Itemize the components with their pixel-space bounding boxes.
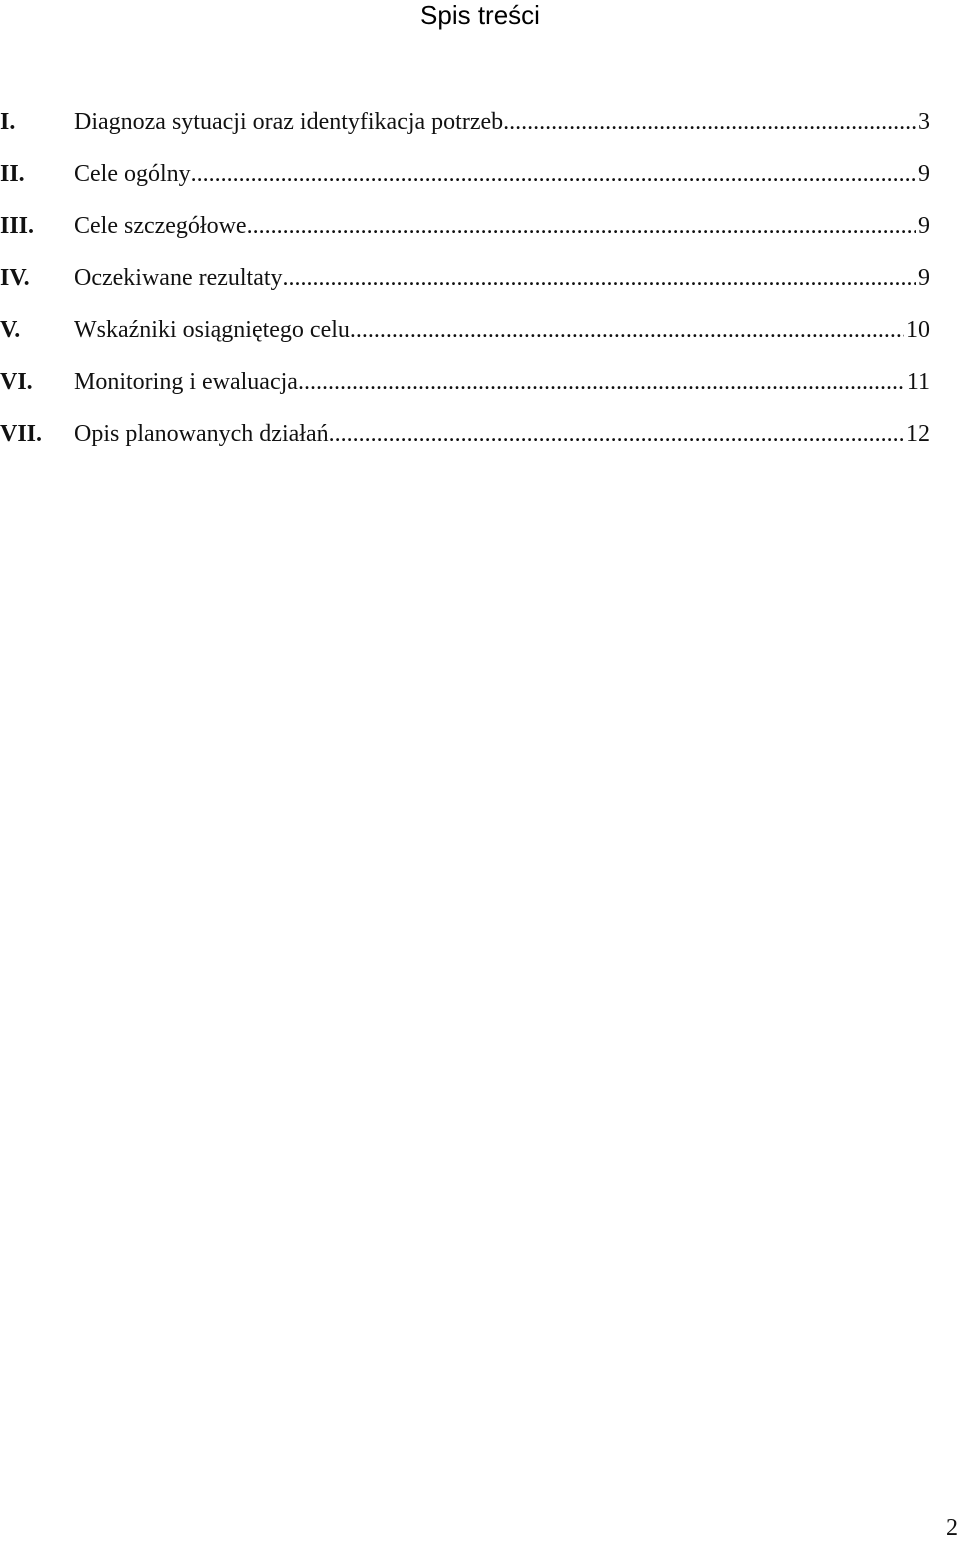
toc-entry-number: VI. bbox=[0, 369, 33, 395]
toc-entry-label: Wskaźniki osiągniętego celu bbox=[74, 317, 350, 343]
toc-entry-link[interactable] bbox=[74, 315, 930, 345]
toc-entry[interactable] bbox=[0, 263, 930, 315]
toc-entry-link[interactable] bbox=[74, 159, 930, 189]
toc-entry-number: IV. bbox=[0, 265, 30, 291]
toc-entry-label: Opis planowanych działań bbox=[74, 421, 329, 447]
toc-title: Spis treści bbox=[420, 0, 540, 30]
toc-entry-link[interactable] bbox=[74, 263, 930, 293]
toc-entry-label: Cele ogólny bbox=[74, 161, 191, 187]
dot-leader bbox=[283, 263, 916, 293]
toc-entry[interactable] bbox=[0, 159, 930, 211]
dot-leader bbox=[191, 159, 916, 189]
toc-entry[interactable] bbox=[0, 315, 930, 367]
toc-entry[interactable] bbox=[0, 107, 930, 159]
toc-entry-page: 9 bbox=[918, 265, 930, 291]
toc-entry-number: III. bbox=[0, 213, 35, 239]
toc-entry-page: 10 bbox=[906, 317, 930, 343]
toc-entry-label: Monitoring i ewaluacja bbox=[74, 369, 298, 395]
toc-entry[interactable] bbox=[0, 419, 930, 471]
toc-entry-page: 3 bbox=[918, 109, 930, 135]
dot-leader bbox=[298, 367, 905, 397]
toc-entry-link[interactable] bbox=[74, 419, 930, 449]
page-number: 2 bbox=[946, 1515, 958, 1541]
table-of-contents bbox=[0, 107, 930, 471]
toc-entry-page: 9 bbox=[918, 213, 930, 239]
toc-entry[interactable] bbox=[0, 211, 930, 263]
toc-entry-label: Cele szczegółowe bbox=[74, 213, 247, 239]
toc-entry-number: I. bbox=[0, 109, 16, 135]
dot-leader bbox=[247, 211, 916, 241]
toc-entry-label: Oczekiwane rezultaty bbox=[74, 265, 283, 291]
toc-entry-number: V. bbox=[0, 317, 21, 343]
toc-entry-page: 9 bbox=[918, 161, 930, 187]
toc-entry-link[interactable] bbox=[74, 211, 930, 241]
dot-leader bbox=[503, 107, 916, 137]
toc-entry-number: II. bbox=[0, 161, 25, 187]
toc-entry-label: Diagnoza sytuacji oraz identyfikacja potrzeb bbox=[74, 109, 504, 135]
toc-entry[interactable] bbox=[0, 367, 930, 419]
dot-leader bbox=[350, 315, 904, 345]
toc-entry-number: VII. bbox=[0, 421, 43, 447]
toc-entry-link[interactable] bbox=[74, 367, 930, 397]
toc-entry-page: 11 bbox=[906, 369, 930, 395]
dot-leader bbox=[329, 419, 904, 449]
toc-entry-link[interactable] bbox=[74, 107, 930, 137]
toc-entry-page: 12 bbox=[906, 421, 930, 447]
